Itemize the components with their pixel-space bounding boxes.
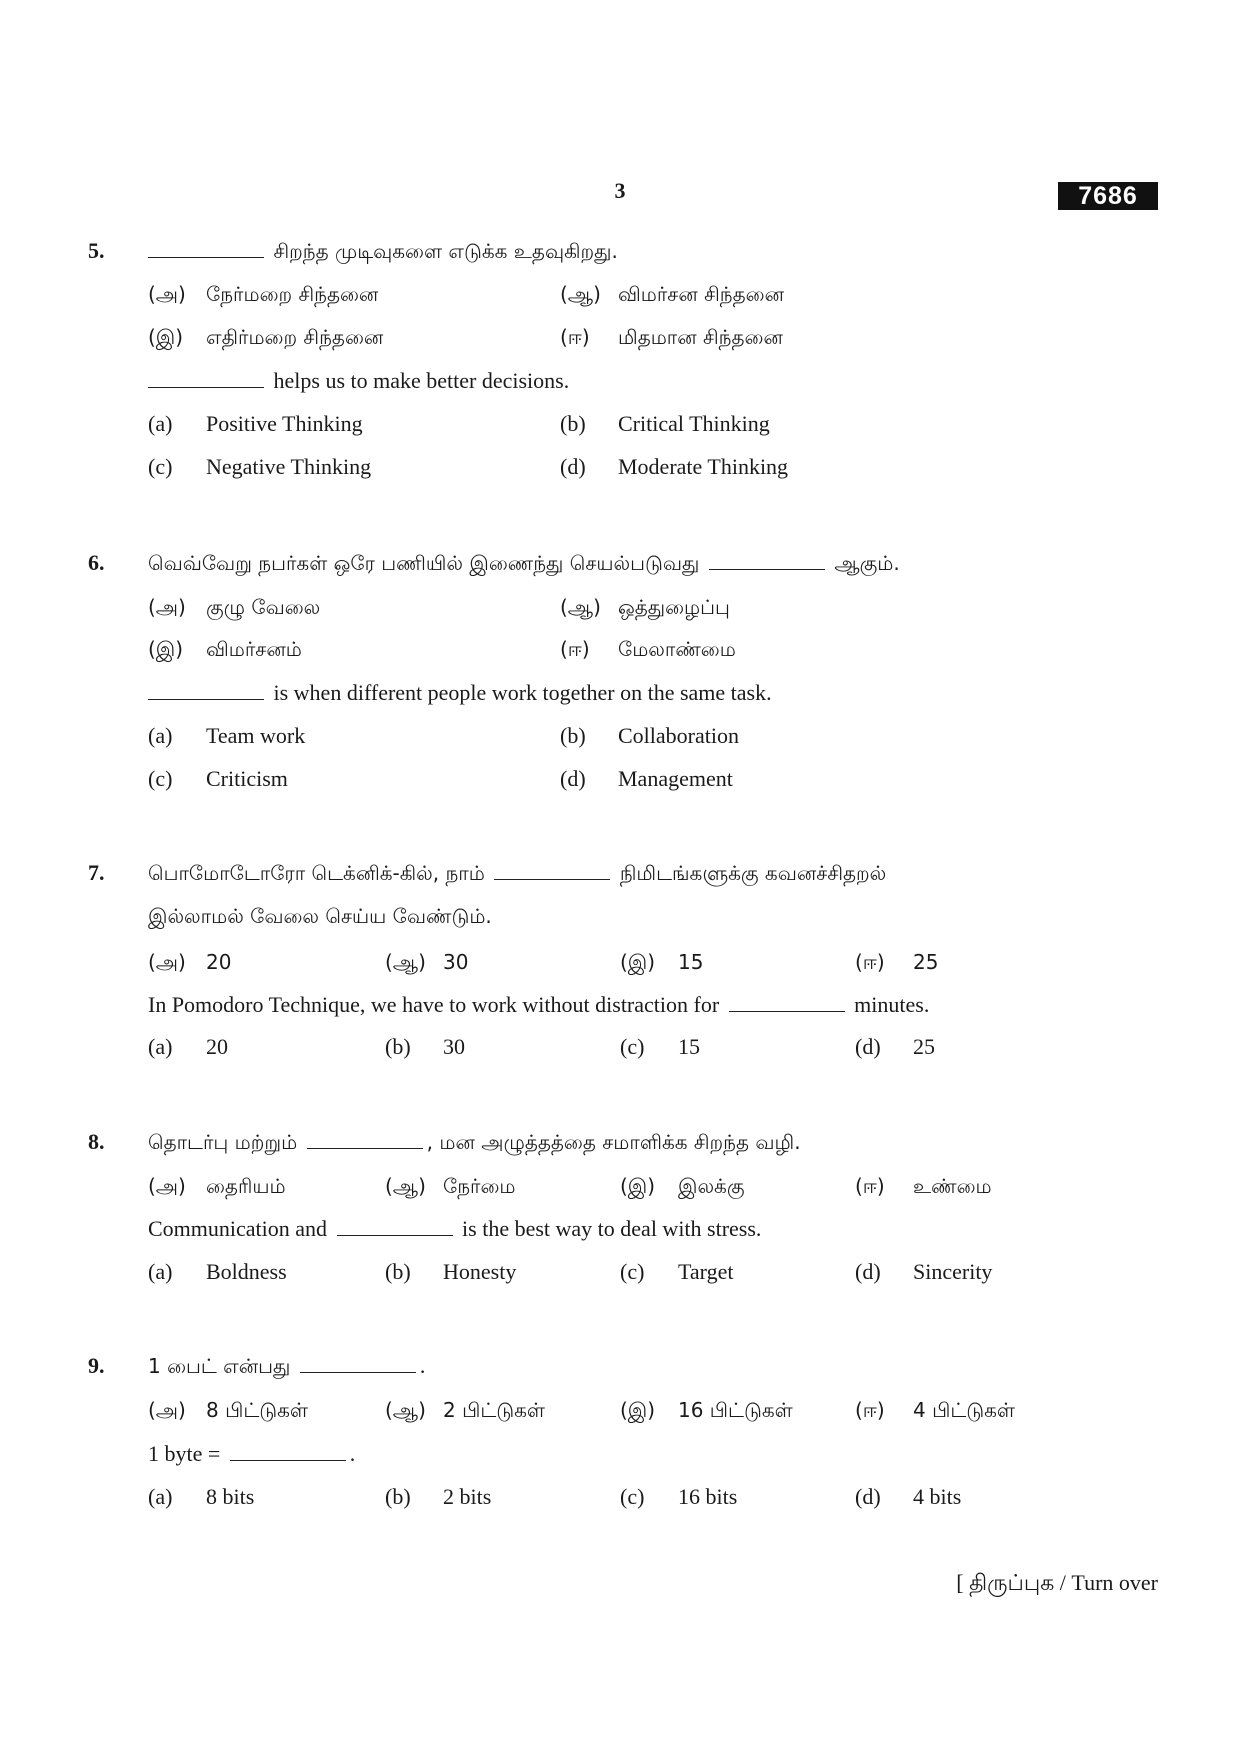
- ta-stem-line2: இல்லாமல் வேலை செய்ய வேண்டும்.: [148, 904, 492, 928]
- turn-over-note: [ திருப்புக / Turn over: [956, 1570, 1158, 1595]
- answer-blank: [300, 1371, 416, 1373]
- ta-option: (அ) தைரியம்: [148, 1174, 286, 1198]
- en-option: (c) 15: [620, 1034, 700, 1059]
- answer-blank: [337, 1234, 453, 1236]
- en-option: (b) 30: [385, 1034, 465, 1059]
- en-option: (a) 8 bits: [148, 1484, 255, 1509]
- en-option: (d) 4 bits: [855, 1484, 962, 1509]
- ta-stem: வெவ்வேறு நபர்கள் ஒரே பணியில் இணைந்து செயல்படுவது ஆகும்.: [148, 551, 900, 575]
- answer-blank: [148, 698, 264, 700]
- en-stem: helps us to make better decisions.: [148, 368, 569, 394]
- en-option: (a) 20: [148, 1034, 228, 1059]
- en-option: (d) Management: [560, 766, 733, 791]
- question-number: 8.: [88, 1129, 105, 1154]
- en-option: (c) Criticism: [148, 766, 288, 791]
- ta-stem: தொடர்பு மற்றும் , மன அழுத்தத்தை சமாளிக்க சிறந்த வழி.: [148, 1130, 801, 1154]
- en-option: (b) Critical Thinking: [560, 411, 770, 436]
- question-number: 6.: [88, 550, 105, 575]
- ta-option: (ஆ) 30: [385, 950, 469, 974]
- question-number: 7.: [88, 860, 105, 885]
- ta-option: (அ) நேர்மறை சிந்தனை: [148, 282, 379, 306]
- ta-option: (அ) 8 பிட்டுகள்: [148, 1398, 308, 1422]
- question-number: 9.: [88, 1353, 105, 1378]
- ta-option: (இ) இலக்கு: [620, 1174, 745, 1198]
- ta-option: (ஆ) விமர்சன சிந்தனை: [560, 282, 784, 306]
- ta-option: (இ) எதிர்மறை சிந்தனை: [148, 325, 384, 349]
- ta-option: (அ) 20: [148, 950, 232, 974]
- ta-option: (ஈ) 25: [855, 950, 939, 974]
- ta-option: (ஆ) 2 பிட்டுகள்: [385, 1398, 545, 1422]
- ta-stem: பொமோடோரோ டெக்னிக்-கில், நாம் நிமிடங்களுக்கு கவனச்சிதறல்: [148, 861, 887, 885]
- ta-option: (இ) 16 பிட்டுகள்: [620, 1398, 793, 1422]
- question-number: 5.: [88, 238, 105, 263]
- en-option: (b) 2 bits: [385, 1484, 492, 1509]
- answer-blank: [307, 1147, 423, 1149]
- answer-blank: [729, 1010, 845, 1012]
- ta-option: (இ) 15: [620, 950, 704, 974]
- ta-option: (ஆ) நேர்மை: [385, 1174, 516, 1198]
- ta-stem: சிறந்த முடிவுகளை எடுக்க உதவுகிறது.: [148, 238, 618, 266]
- en-option: (c) Negative Thinking: [148, 454, 372, 479]
- en-option: (b) Collaboration: [560, 723, 739, 748]
- en-stem: In Pomodoro Technique, we have to work without distraction for minutes.: [148, 992, 930, 1017]
- en-option: (c) 16 bits: [620, 1484, 738, 1509]
- en-option: (a) Positive Thinking: [148, 411, 363, 436]
- en-stem: 1 byte = .: [148, 1441, 356, 1466]
- ta-option: (ஈ) மிதமான சிந்தனை: [560, 325, 783, 349]
- ta-option: (இ) விமர்சனம்: [148, 637, 302, 661]
- en-option: (a) Team work: [148, 723, 306, 748]
- ta-option: (ஈ) மேலாண்மை: [560, 637, 736, 661]
- en-option: (b) Honesty: [385, 1259, 517, 1284]
- answer-blank: [148, 386, 264, 388]
- en-stem: is when different people work together on the same task.: [148, 680, 772, 706]
- en-option: (d) Sincerity: [855, 1259, 993, 1284]
- ta-option: (அ) குழு வேலை: [148, 595, 321, 619]
- paper-code-badge: 7686: [1058, 182, 1158, 210]
- answer-blank: [709, 568, 825, 570]
- ta-option: (ஆ) ஒத்துழைப்பு: [560, 595, 730, 619]
- page-number: 3: [614, 178, 626, 203]
- en-option: (d) Moderate Thinking: [560, 454, 789, 479]
- ta-stem: 1 பைட் என்பது .: [148, 1353, 426, 1378]
- answer-blank: [230, 1459, 346, 1461]
- en-option: (a) Boldness: [148, 1259, 287, 1284]
- ta-option: (ஈ) 4 பிட்டுகள்: [855, 1398, 1015, 1422]
- en-option: (c) Target: [620, 1259, 734, 1284]
- answer-blank: [148, 256, 264, 258]
- en-stem: Communication and is the best way to deal with stress.: [148, 1216, 762, 1241]
- en-option: (d) 25: [855, 1034, 935, 1059]
- answer-blank: [494, 878, 610, 880]
- ta-option: (ஈ) உண்மை: [855, 1174, 992, 1198]
